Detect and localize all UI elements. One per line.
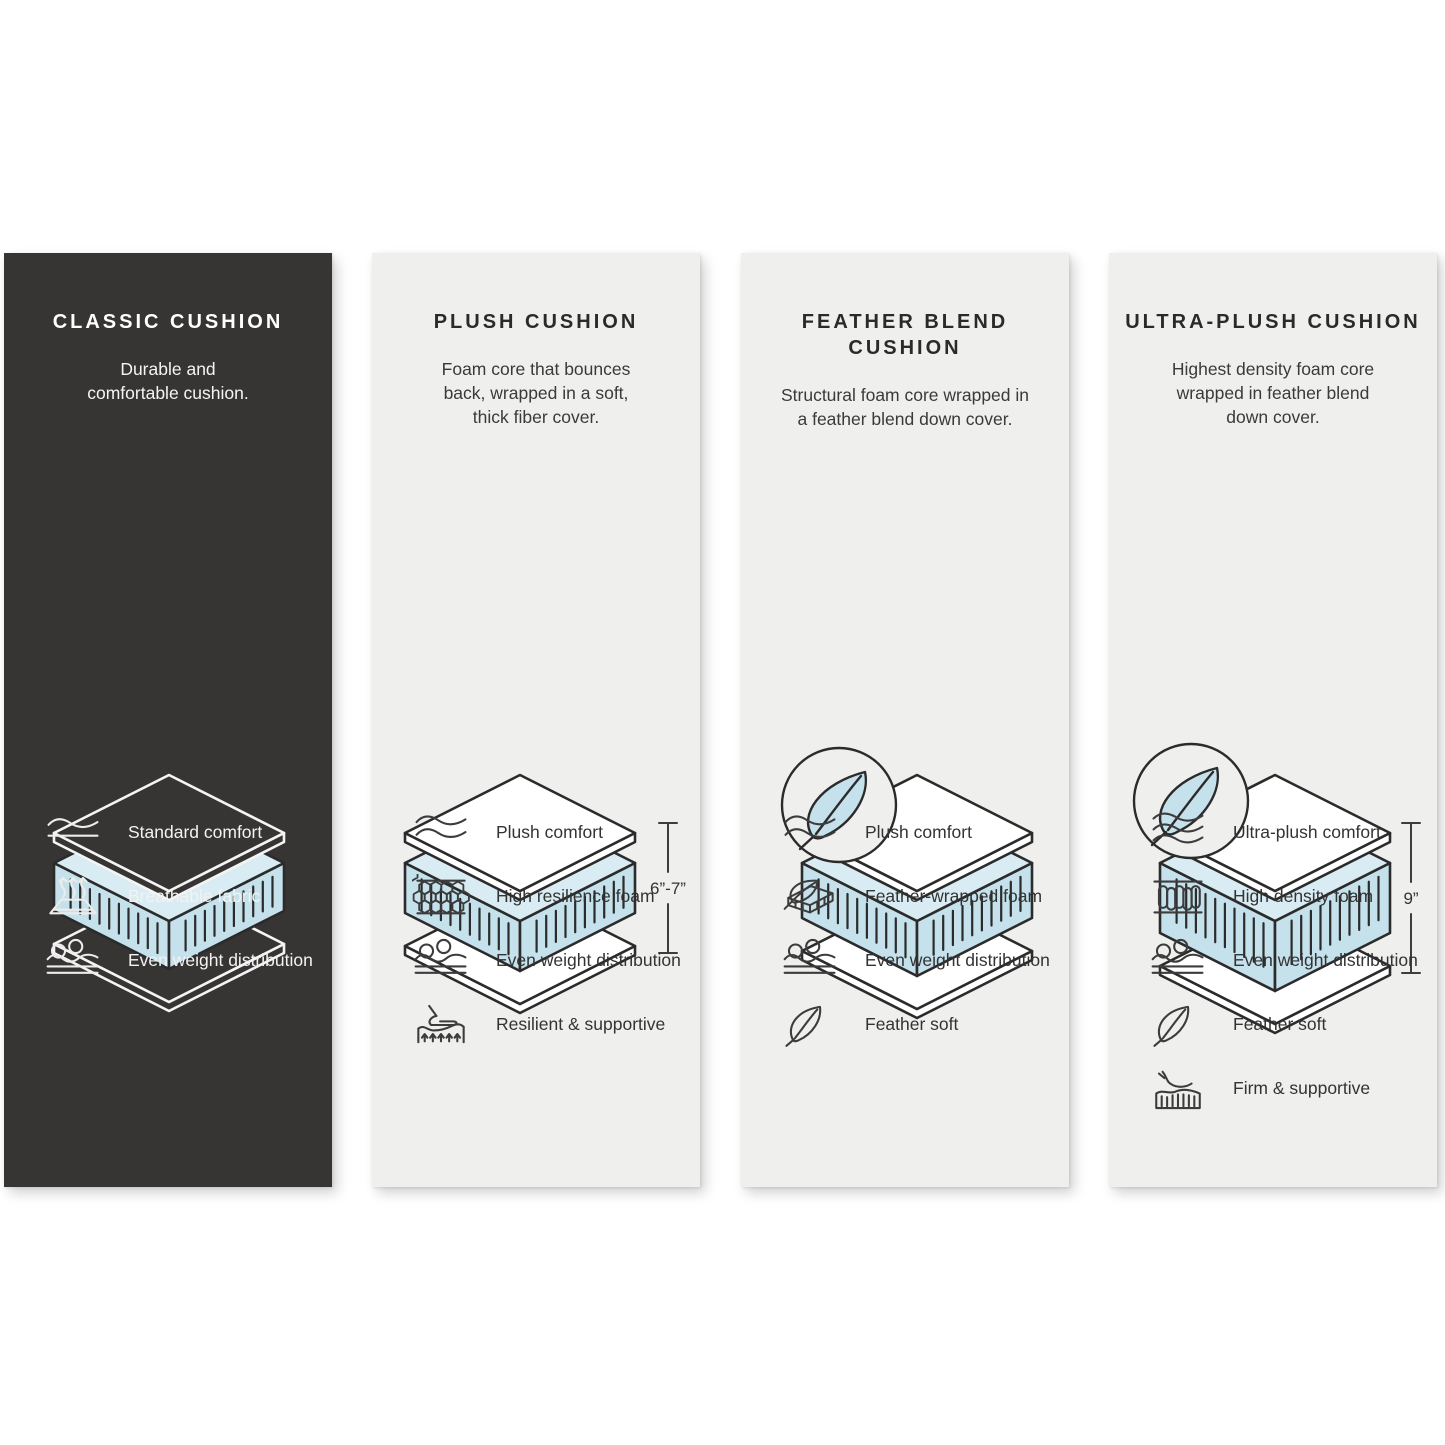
feature-label: Even weight distribution: [496, 949, 681, 970]
feature-label: Resilient & supportive: [496, 1013, 666, 1034]
resilient-icon: [412, 1002, 470, 1048]
feature-row: [44, 873, 318, 920]
feature-label: Even weight distribution: [1233, 949, 1418, 970]
feather-icon: [781, 1002, 839, 1048]
feature-label: Plush comfort: [496, 821, 603, 842]
feature-row: [781, 873, 1055, 920]
even-weight-icon: [412, 938, 470, 984]
feature-row: [1149, 937, 1423, 984]
feather-icon: [1149, 1002, 1207, 1048]
panel-plush-cushion: [372, 253, 700, 1187]
feature-label: High density foam: [1233, 885, 1374, 906]
double-wave-icon: [412, 810, 470, 856]
panel-feather-blend-cushion: [741, 253, 1069, 1187]
panel-description: Durable and comfortable cushion.: [87, 359, 249, 404]
panel-description: Foam core that bounces back, wrapped in a soft, thick fiber cover.: [441, 359, 631, 428]
feature-row: [44, 937, 318, 984]
feature-row: [412, 873, 686, 920]
feature-label: Plush comfort: [865, 821, 972, 842]
double-wave-icon: [781, 810, 839, 856]
feature-row: [412, 1001, 686, 1048]
feature-label: High resilience foam: [496, 885, 655, 906]
feather-foam-icon: [781, 874, 839, 920]
feature-list: [1149, 809, 1423, 1129]
high-density-foam-icon: [1149, 874, 1207, 920]
feature-row: [412, 809, 686, 856]
feature-label: Even weight distribution: [865, 949, 1050, 970]
feature-row: [1149, 809, 1423, 856]
feature-row: [412, 937, 686, 984]
feature-row: [781, 1001, 1055, 1048]
panel-description: Structural foam core wrapped in a feather blend down cover.: [780, 385, 1030, 430]
wave-icon: [44, 810, 102, 856]
panel-classic-cushion: [4, 253, 332, 1187]
panel-title: PLUSH CUSHION: [433, 311, 639, 333]
feature-label: Feather soft: [865, 1013, 959, 1034]
triple-wave-icon: [1149, 810, 1207, 856]
feature-row: [1149, 873, 1423, 920]
feature-list: [781, 809, 1055, 1065]
even-weight-icon: [1149, 938, 1207, 984]
feature-row: [44, 809, 318, 856]
feature-row: [781, 937, 1055, 984]
feature-row: [1149, 1065, 1423, 1112]
feature-label: Breathable fabric: [128, 885, 261, 906]
feature-row: [781, 809, 1055, 856]
firm-icon: [1149, 1066, 1207, 1112]
feature-label: Feather soft: [1233, 1013, 1327, 1034]
feature-label: Even weight distribution: [128, 949, 313, 970]
dimension-label: 9”: [1403, 889, 1419, 908]
feature-label: Firm & supportive: [1233, 1077, 1371, 1098]
feature-list: [412, 809, 686, 1065]
even-weight-icon: [781, 938, 839, 984]
panel-ultra-plush-cushion: [1109, 253, 1437, 1187]
feature-list: [44, 809, 318, 1001]
breathable-fabric-icon: [44, 874, 102, 920]
feature-label: Standard comfort: [128, 821, 263, 842]
dimension-label: 6”-7”: [650, 879, 686, 898]
panel-title: CLASSIC CUSHION: [52, 311, 284, 333]
panel-title: ULTRA-PLUSH CUSHION: [1125, 311, 1421, 333]
foam-cells-icon: [412, 874, 470, 920]
feature-label: Ultra-plush comfort: [1233, 821, 1381, 842]
panel-title: FEATHER BLEND CUSHION: [801, 311, 1009, 359]
even-weight-icon: [44, 938, 102, 984]
feature-label: Feather-wrapped foam: [865, 885, 1043, 906]
panel-description: Highest density foam core wrapped in feather blend down cover.: [1171, 359, 1375, 428]
feature-row: [1149, 1001, 1423, 1048]
